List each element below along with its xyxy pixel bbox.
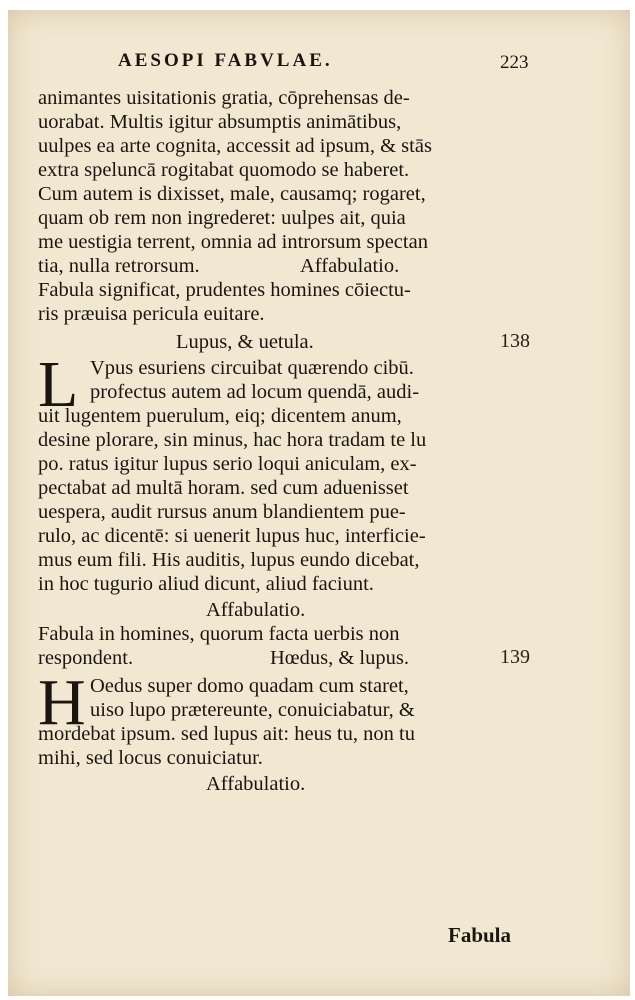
text-line: uespera, audit rursus anum blandientem pue- xyxy=(38,501,406,523)
drop-cap: L xyxy=(38,348,79,421)
text-line: Fabula significat, prudentes homines cōiectu- xyxy=(38,279,411,301)
text-line: Oedus super domo quadam cum staret, xyxy=(90,675,409,697)
book-page xyxy=(8,10,630,996)
text-line: po. ratus igitur lupus serio loqui aniculam, ex- xyxy=(38,453,417,475)
fable-title: Hœdus, & lupus. xyxy=(270,647,409,669)
text-line: rulo, ac dicentē: si uenerit lupus huc, interficie- xyxy=(38,525,426,547)
text-line: uorabat. Multis igitur absumptis animātibus, xyxy=(38,111,402,133)
text-line: me uestigia terrent, omnia ad introrsum spectan xyxy=(38,231,428,253)
text-line: in hoc tugurio aliud dicunt, aliud faciunt. xyxy=(38,573,374,595)
text-line: respondent. xyxy=(38,647,134,669)
text-line: profectus autem ad locum quendā, audi- xyxy=(90,381,420,403)
drop-cap: H xyxy=(38,666,86,739)
text-line: mordebat ipsum. sed lupus ait: heus tu, non tu xyxy=(38,723,415,745)
text-line: animantes uisitationis gratia, cōprehensas de- xyxy=(38,87,410,109)
text-line: uit lugentem puerulum, eiq; dicentem anum, xyxy=(38,405,402,427)
text-line: Cum autem is dixisset, male, causamq; rogaret, xyxy=(38,183,426,205)
catchword: Fabula xyxy=(448,923,512,947)
affabulatio-heading: Affabulatio. xyxy=(206,773,306,795)
text-line: extra speluncā rogitabat quomodo se haberet. xyxy=(38,159,410,181)
fable-number: 139 xyxy=(500,646,530,668)
affabulatio-heading: Affabulatio. xyxy=(300,255,400,277)
text-line: mus eum fili. His auditis, lupus eundo dicebat, xyxy=(38,549,420,571)
running-title: AESOPI FABVLAE. xyxy=(118,50,333,71)
page-number: 223 xyxy=(500,52,529,73)
text-line: uulpes ea arte cognita, accessit ad ipsum, & stās xyxy=(38,135,432,157)
affabulatio-heading: Affabulatio. xyxy=(206,599,306,621)
text-line: mihi, sed locus conuiciatur. xyxy=(38,747,263,769)
fable-title: Lupus, & uetula. xyxy=(176,331,314,353)
text-line: Fabula in homines, quorum facta uerbis non xyxy=(38,623,400,645)
text-line: quam ob rem non ingrederet: uulpes ait, quia xyxy=(38,207,406,229)
text-line: Vpus esuriens circuibat quærendo cibū. xyxy=(90,357,414,379)
text-line: tia, nulla retrorsum. xyxy=(38,255,200,277)
fable-number: 138 xyxy=(500,330,530,352)
text-line: pectabat ad multā horam. sed cum aduenisset xyxy=(38,477,409,499)
text-line: uiso lupo prætereunte, conuiciabatur, & xyxy=(90,699,415,721)
text-line: ris præuisa pericula euitare. xyxy=(38,303,265,325)
text-line: desine plorare, sin minus, hac hora tradam te lu xyxy=(38,429,427,451)
